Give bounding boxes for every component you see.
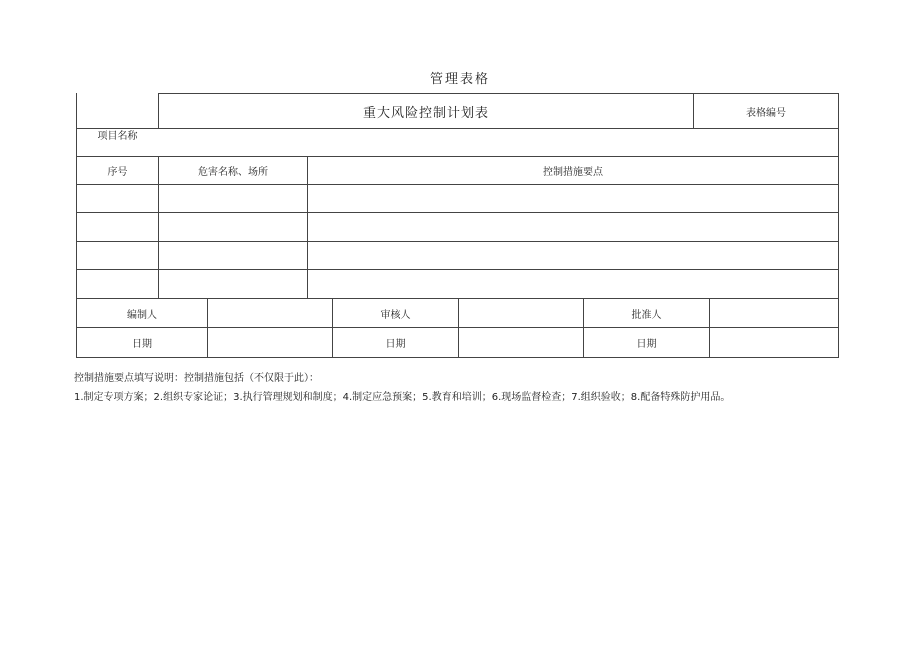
table-row-line [76, 241, 839, 242]
table-row-line [76, 128, 839, 129]
column-header-measures: 控制措施要点 [543, 167, 603, 178]
date-label: 日期 [132, 339, 152, 350]
table-col-line [458, 298, 459, 357]
date-label: 日期 [636, 339, 657, 350]
instructions-heading: 控制措施要点填写说明：控制措施包括（不仅限于此）： [74, 373, 319, 384]
approver-label: 批准人 [631, 309, 662, 321]
form-number-label: 表格编号 [746, 107, 786, 119]
page-header-title: 管理表格 [429, 72, 490, 87]
table-border-bottom [76, 357, 839, 358]
form-title: 重大风险控制计划表 [362, 105, 489, 121]
table-col-line [709, 298, 710, 357]
preparer-label: 编制人 [127, 309, 157, 321]
date-label: 日期 [385, 339, 406, 350]
column-header-seq: 序号 [107, 167, 128, 178]
instructions-list: 1.制定专项方案；2.组织专家论证；3.执行管理规划和制度；4.制定应急预案；5.教育和培训；6.现场监督检查；7.组织验收；8.配备特殊防护用品。 [74, 392, 731, 403]
table-row-line [76, 212, 839, 213]
project-name-label: 项目名称 [97, 130, 138, 142]
table-row-line [76, 184, 839, 185]
table-col-line [207, 298, 208, 357]
table-row-line [76, 269, 839, 270]
table-border-right [838, 93, 839, 358]
column-header-hazard: 危害名称、场所 [198, 167, 268, 178]
reviewer-label: 审核人 [380, 309, 411, 321]
